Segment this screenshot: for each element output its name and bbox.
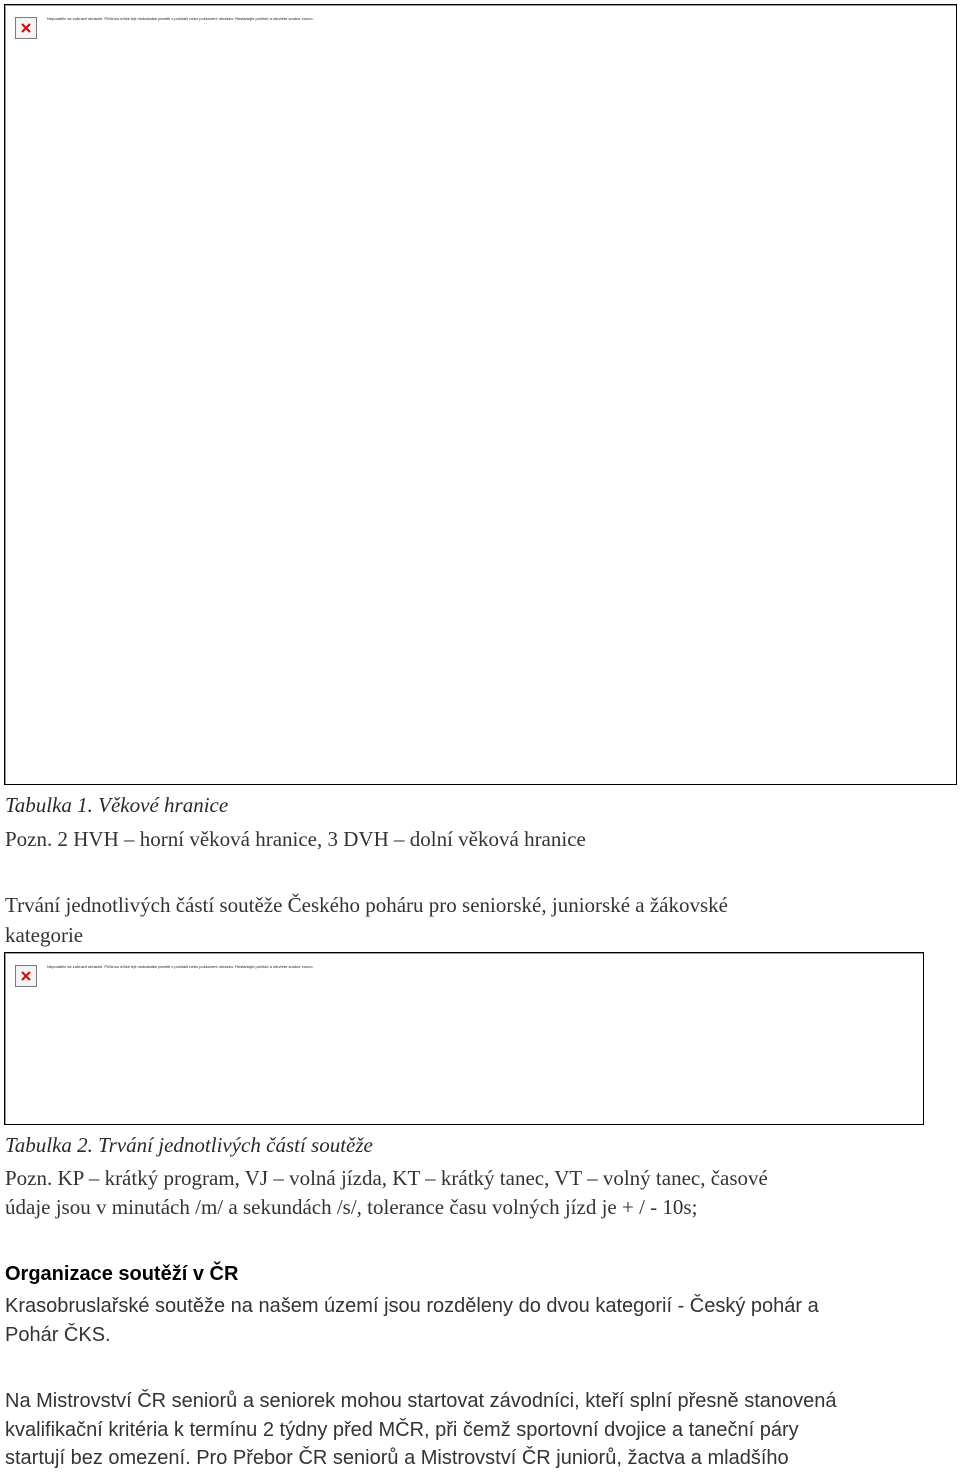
broken-image-table1 (4, 4, 957, 785)
table2-caption: Tabulka 2. Trvání jednotlivých částí soutěže (5, 1133, 373, 1157)
section-duration-line-2: kategorie (5, 923, 84, 947)
table2-note-line-2: údaje jsou v minutách /m/ a sekundách /s/, tolerance času volných jízd je + / - 10s; (5, 1195, 698, 1219)
table1-note: Pozn. 2 HVH – horní věková hranice, 3 DVH – dolní věková hranice (5, 827, 586, 851)
organization-p1-line-2: Pohár ČKS. (5, 1324, 111, 1346)
broken-image-icon (15, 965, 37, 987)
broken-image-message: Nepodařilo se zobrazit obrázek. Příčinou může být nedostatek paměti v počítači nebo poškození obrázku. Restartujte počítač a otevřete soubor znovu. (47, 16, 314, 21)
organization-p2-line-2: kvalifikační kritéria k termínu 2 týdny před MČR, při čemž sportovní dvojice a taneční páry (5, 1419, 799, 1441)
organization-p2-line-1: Na Mistrovství ČR seniorů a seniorek mohou startovat závodníci, kteří splní přesně stanovená (5, 1390, 837, 1412)
organization-p1-line-1: Krasobruslařské soutěže na našem území jsou rozděleny do dvou kategorií - Český pohár a (5, 1295, 819, 1317)
table2-note-line-1: Pozn. KP – krátký program, VJ – volná jízda, KT – krátký tanec, VT – volný tanec, časové (5, 1166, 768, 1190)
broken-image-icon (15, 17, 37, 39)
organization-heading: Organizace soutěží v ČR (5, 1263, 239, 1285)
organization-p2-line-3: startují bez omezení. Pro Přebor ČR seniorů a Mistrovství ČR juniorů, žactva a mladšího (5, 1447, 789, 1469)
section-duration-line-1: Trvání jednotlivých částí soutěže Českého poháru pro seniorské, juniorské a žákovské (5, 893, 728, 917)
table1-caption: Tabulka 1. Věkové hranice (5, 793, 229, 817)
broken-image-table2 (4, 952, 924, 1125)
broken-image-message: Nepodařilo se zobrazit obrázek. Příčinou může být nedostatek paměti v počítači nebo poškození obrázku. Restartujte počítač a otevřete soubor znovu. (47, 964, 314, 969)
